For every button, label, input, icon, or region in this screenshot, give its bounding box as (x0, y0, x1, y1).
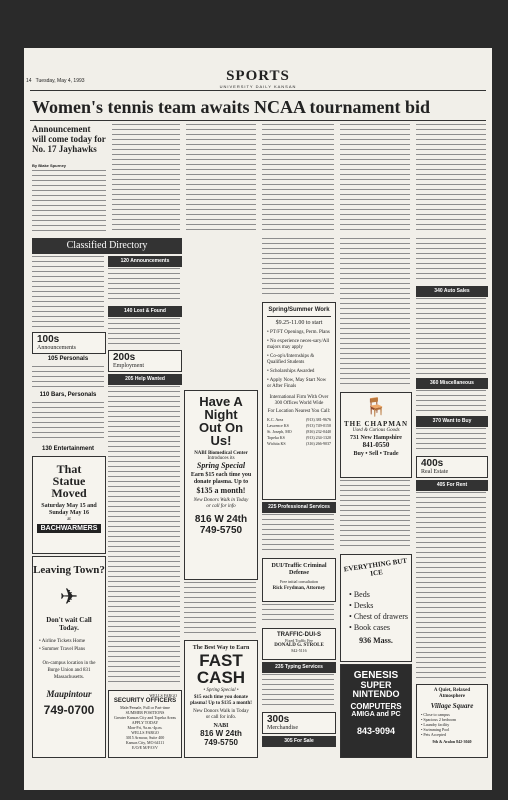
ad-statue-line: Statue (52, 474, 86, 488)
airplane-icon: ✈ (59, 584, 79, 609)
ad-fast-cash (184, 640, 258, 758)
section-header-130: 130 Entertainment (41, 446, 95, 452)
page-date: 14 Tuesday, May 4, 1993 (26, 78, 85, 84)
ad-spring-bullets: • PT/FT Openings, Perm. Plans • No experience neces-sary/All majors may apply • Co-op's/Internships & Qualified Students • Scholarships Awarded • Apply Now, May Start Now or After Finals (267, 330, 330, 389)
article-column (186, 124, 256, 234)
ad-spring-summer (262, 302, 336, 500)
ad-fast-phone: 749-5750 (204, 738, 238, 747)
ad-village-brand: Village Square (430, 702, 474, 710)
ad-village-square (416, 684, 488, 758)
ad-leaving-note: On-campus location in the Burge Union and 831 Massachusetts. (42, 661, 96, 680)
classified-text (108, 318, 180, 346)
ad-genesis-phone: 843-9094 (356, 726, 396, 736)
classified-text (416, 428, 486, 452)
section-300s (262, 712, 336, 734)
classified-directory-title: Classified Directory (32, 238, 182, 254)
section-name: Merchandise (267, 725, 298, 731)
ad-night-earn: Earn $15 each time you donate plasma. Up to (190, 472, 252, 485)
ad-fast-big: CASH (196, 668, 246, 687)
ad-leaving-bullets: • Airline Tickets Home • Summer Travel Plans (39, 639, 86, 652)
ad-traffic (262, 628, 336, 660)
masthead (24, 48, 492, 88)
classified-text (262, 604, 334, 624)
classified-text (262, 514, 334, 554)
ad-statue (32, 456, 106, 554)
section-100s (32, 332, 106, 354)
ad-chapman-slogan: Buy • Sell • Trade (353, 451, 399, 457)
ad-spring-intl: International Firm With Over 300 Offices World Wide (269, 395, 329, 406)
article-column (112, 124, 180, 234)
ad-security-title: SECURITY OFFICERS (113, 698, 177, 704)
classified-text (340, 480, 410, 550)
classified-text (184, 582, 256, 636)
ad-night-address: 816 W 24th (194, 514, 248, 525)
article-column (340, 124, 410, 234)
section-header-370: 370 Want to Buy (416, 416, 488, 427)
ad-night-title: Have A (199, 394, 243, 409)
ad-genesis (340, 664, 412, 758)
section-header-225: 225 Professional Services (262, 502, 336, 513)
article-column (262, 238, 334, 298)
classified-text (262, 674, 334, 708)
classified-text (416, 298, 486, 374)
ad-security (108, 690, 182, 758)
article-column (32, 170, 106, 234)
ad-dui-note: Free initial consultation (280, 579, 318, 584)
section-header-405: 405 For Rent (416, 480, 488, 491)
ad-everything-but-ice (340, 554, 412, 662)
article-column (416, 124, 486, 234)
ad-genesis-line: NINTENDO (352, 689, 400, 699)
section-number: 400s (421, 458, 444, 469)
article-column (262, 124, 334, 234)
ad-traffic-sub: Fixed Traffic Fee (285, 638, 313, 643)
section-title: SPORTS (226, 68, 290, 84)
section-200s (108, 350, 182, 372)
classified-text (32, 366, 104, 388)
ad-genesis-line: AMIGA and PC (351, 711, 401, 718)
section-number: 300s (267, 714, 290, 725)
ad-fast-special: • Spring Special • (203, 688, 239, 693)
ad-village-title: A Quiet, Relaxed Atmosphere (433, 688, 471, 699)
divider (267, 316, 331, 317)
ad-night-new: New Donors Walk in Today or call for info (193, 498, 249, 509)
ad-everything-items: • Beds • Desks • Chest of drawers • Book cases (349, 590, 409, 632)
section-header-110: 110 Bars, Personals (39, 392, 97, 398)
ad-genesis-line: COMPUTERS (350, 702, 402, 711)
classified-text (108, 386, 180, 686)
classified-text (416, 492, 486, 680)
ad-spring-pay: $9.25-11.00 to start (275, 320, 323, 326)
ad-security-lines: Male/Female, Full or Part-time SUMMER POSITIONS Greater Kansas City and Topeka Areas APPLY TODAY Mon-Fri, 9a.m.-4p.m. WELLS FARGO 3015 Armour, Suite 400 Kansas City, MO 64111 E/O/E M/F/O/V (114, 705, 176, 750)
ad-fast-address: 816 W 24th (200, 729, 242, 738)
section-name: Real Estate (421, 469, 449, 475)
ad-leaving-town (32, 556, 106, 758)
ad-chapman-address: 731 New Hampshire (350, 435, 402, 441)
ad-chapman-tag: Used & Curious Goods (352, 428, 400, 433)
ad-traffic-title: TRAFFIC-DUI-S (277, 632, 321, 638)
ad-village-items: • Close to campus • Spacious 2 bedroom • Laundry facility • Swimming Pool • Pets Accepted (421, 712, 457, 737)
divider (30, 120, 486, 121)
ad-fast-title: The Best Way to Earn (192, 645, 250, 651)
ad-dui-name: Rick Frydman, Attorney (272, 586, 326, 591)
classified-text (32, 402, 104, 442)
divider (30, 90, 486, 91)
ad-fast-big: FAST (199, 651, 243, 670)
section-header-105: 105 Personals (47, 356, 89, 362)
section-header-235: 235 Typing Services (262, 662, 336, 673)
ad-traffic-phone: 842-5116 (291, 648, 307, 653)
ad-chapman-phone: 841-0550 (362, 441, 390, 449)
ad-night-phone: 749-5750 (199, 525, 243, 536)
ad-chapman-brand: THE CHAPMAN (343, 420, 409, 428)
ad-everything-title: EVERYTHING BUT ICE (343, 556, 408, 578)
classified-text (416, 238, 486, 282)
section-header-305: 305 For Sale (262, 736, 336, 747)
ad-leaving-title: Leaving Town? (33, 564, 105, 576)
section-header-140: 140 Lost & Found (108, 306, 182, 317)
ad-statue-dates: Saturday May 15 and Sunday May 16 (41, 503, 97, 516)
ad-night-title: Out On (198, 420, 244, 435)
ad-village-address: 9th & Avalon 842-3040 (432, 739, 472, 744)
ad-statue-line: Moved (51, 486, 87, 500)
headline: Women's tennis team awaits NCAA tournament bid (32, 97, 431, 117)
ad-genesis-line: SUPER (360, 680, 392, 690)
section-number: 200s (113, 352, 136, 363)
section-400s (416, 456, 488, 478)
section-header-340: 340 Auto Sales (416, 286, 488, 297)
ad-spring-title: Spring/Summer Work (268, 307, 330, 313)
newspaper-page (24, 48, 492, 790)
ad-dui-title: DUI/Traffic Criminal Defense (271, 563, 327, 576)
section-number: 100s (37, 334, 60, 345)
ad-fast-earn: $15 each time you donate plasma! Up to $135 a month! (190, 695, 252, 706)
ad-night-special: Spring Special (196, 461, 246, 470)
ad-spring-cta: For Location Nearest You Call: (267, 409, 331, 414)
section-header-360: 360 Miscellaneous (416, 378, 488, 389)
ad-traffic-attorney: DONALD G. STROLE (274, 643, 324, 648)
ad-dui (262, 558, 336, 602)
byline: By Blake Spurney (32, 163, 67, 168)
section-header-205: 205 Help Wanted (108, 374, 182, 385)
section-name: Announcements (37, 345, 76, 351)
ad-night-out (184, 390, 258, 580)
ad-leaving-phone: 749-0700 (43, 703, 95, 717)
ad-chapman (340, 392, 412, 478)
ad-leaving-brand: Maupintour (46, 689, 92, 699)
classified-text (416, 390, 486, 412)
paper-name: UNIVERSITY DAILY KANSAN (219, 84, 297, 89)
ad-statue-line: That (56, 462, 82, 476)
ad-leaving-sub: Don't wait Call Today. (46, 616, 92, 632)
section-name: Employment (113, 363, 144, 369)
classified-rules-text (32, 256, 104, 328)
ad-fast-center: NABI (213, 723, 229, 729)
article-deck: Announcement will come today for No. 17 Jayhawks (32, 124, 106, 154)
classified-text (340, 238, 410, 388)
ad-statue-at: at (67, 517, 71, 522)
ad-fast-new: New Donors Walk in Today or call for info. (193, 709, 249, 720)
section-header-120: 120 Announcements (108, 256, 182, 267)
classified-text (108, 268, 180, 302)
ad-night-title: Us! (210, 433, 232, 448)
ad-statue-store: BACHWARMERS (37, 524, 101, 533)
chair-icon: 🪑 (364, 397, 388, 417)
ad-everything-phone: 936 Mass. (359, 636, 393, 645)
ad-night-center: NABI Biomedical Center (194, 451, 248, 456)
ad-night-amount: $135 a month! (196, 486, 246, 495)
ad-night-title: Night (204, 407, 238, 422)
ad-night-intro: Introduces its (207, 456, 235, 461)
ad-genesis-line: GENESIS (353, 670, 399, 681)
ad-security-company: WELLS FARGO (149, 693, 177, 698)
ad-spring-offices: K.C. Area (913) 381-9676 Lawrence KS (913) 749-0150 St. Joseph, MO (816) 232-0440 Topeka KS (913) 234-1320 Wichita KS (316) 266-9037 (267, 417, 331, 446)
